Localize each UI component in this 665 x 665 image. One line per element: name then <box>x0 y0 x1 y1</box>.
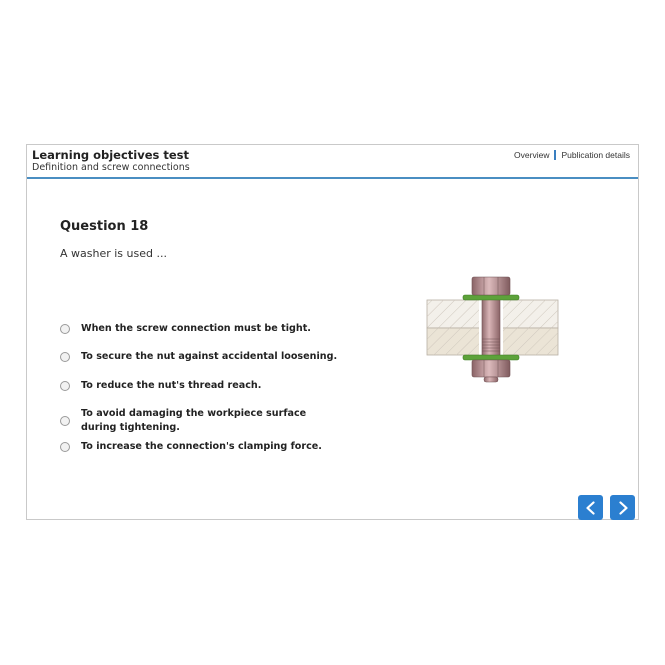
overview-link[interactable]: Overview <box>514 150 550 160</box>
quiz-panel <box>26 144 639 520</box>
link-separator <box>554 150 556 160</box>
app-title: Learning objectives test <box>32 148 190 162</box>
answer-label: When the screw connection must be tight. <box>81 323 311 334</box>
publication-details-link[interactable]: Publication details <box>561 150 630 160</box>
bolt-washer-illustration <box>425 273 560 383</box>
answer-option[interactable] <box>60 322 311 336</box>
question-text: A washer is used ... <box>60 247 167 260</box>
answer-option[interactable] <box>60 440 322 454</box>
question-title: Question 18 <box>60 219 149 234</box>
answer-label: To increase the connection's clamping force. <box>81 441 322 452</box>
app-subtitle: Definition and screw connections <box>32 162 190 173</box>
chevron-left-icon <box>583 500 599 516</box>
radio-button[interactable] <box>60 416 70 426</box>
answer-label: To secure the nut against accidental loosening. <box>81 351 338 362</box>
header-bar <box>27 145 638 179</box>
radio-button[interactable] <box>60 324 70 334</box>
chevron-right-icon <box>615 500 631 516</box>
radio-button[interactable] <box>60 381 70 391</box>
radio-button[interactable] <box>60 442 70 452</box>
answer-option[interactable] <box>60 350 337 364</box>
radio-button[interactable] <box>60 352 70 362</box>
next-button[interactable] <box>610 495 635 520</box>
answer-label: To reduce the nut's thread reach. <box>81 380 262 391</box>
previous-button[interactable] <box>578 495 603 520</box>
answer-option[interactable] <box>60 407 341 435</box>
answer-label: To avoid damaging the workpiece surface during tightening. <box>81 408 307 433</box>
answer-option[interactable] <box>60 379 261 393</box>
top-links <box>514 150 630 160</box>
